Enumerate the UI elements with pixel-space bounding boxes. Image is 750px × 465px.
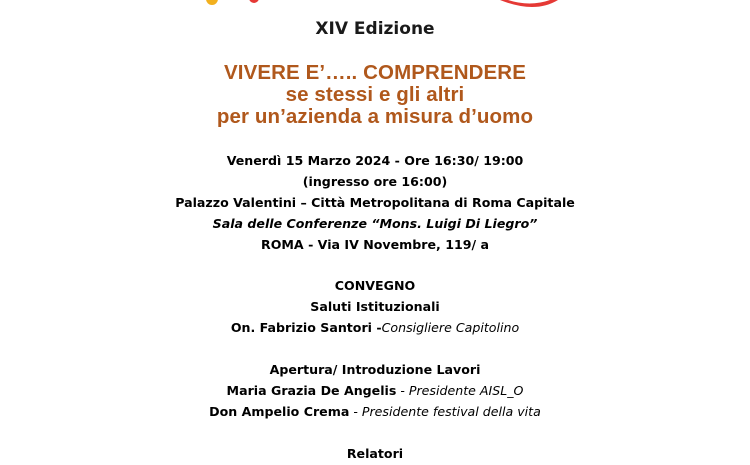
greeting-speaker	[0, 318, 750, 339]
logo-red-dot	[249, 0, 259, 3]
program-heading: CONVEGNO	[334, 278, 416, 294]
logo-red-swoosh	[500, 0, 558, 7]
logo-fragment	[200, 0, 560, 14]
opener-row	[0, 402, 750, 423]
event-entry-time: (ingresso ore 16:00)	[302, 173, 448, 189]
title-line-1: VIVERE E’….. COMPRENDERE	[224, 61, 526, 84]
event-info	[0, 151, 750, 465]
opener-role: Presidente festival della vita	[361, 403, 541, 419]
opener-name: Maria Grazia De Angelis	[226, 382, 397, 398]
opening-label: Apertura/ Introduzione Lavori	[269, 362, 481, 378]
greeting-speaker-role: Consigliere Capitolino	[381, 320, 520, 336]
event-venue: Palazzo Valentini – Città Metropolitana di Roma Capitale	[175, 194, 575, 210]
greetings-label: Saluti Istituzionali	[310, 299, 440, 315]
opener-row	[0, 381, 750, 402]
speakers-label: Relatori	[346, 445, 404, 461]
opener-name: Don Ampelio Crema	[209, 403, 350, 419]
title-line-3: per un’azienda a misura d’uomo	[216, 105, 534, 128]
greeting-speaker-name: On. Fabrizio Santori -	[230, 320, 382, 336]
event-title	[0, 62, 750, 128]
title-line-2: se stessi e gli altri	[285, 83, 465, 106]
event-address: ROMA - Via IV Novembre, 119/ a	[261, 236, 489, 252]
opener-separator: -	[396, 382, 409, 398]
logo-yellow-dot	[206, 0, 218, 5]
opener-separator: -	[349, 403, 362, 419]
event-date-time: Venerdì 15 Marzo 2024 - Ore 16:30/ 19:00	[226, 153, 524, 168]
edition-label: XIV Edizione	[315, 19, 435, 39]
opener-role: Presidente AISL_O	[408, 382, 524, 398]
event-room: Sala delle Conferenze “Mons. Luigi Di Liegro”	[212, 215, 538, 231]
